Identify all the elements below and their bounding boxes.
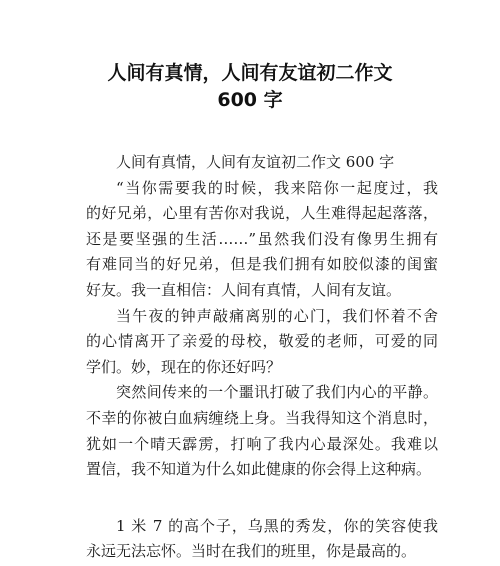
paragraph-line: 置信，我不知道为什么如此健康的你会得上这种病。 bbox=[86, 460, 432, 479]
title-line-1: 人间有真情，人间有友谊初二作文 bbox=[107, 62, 393, 84]
paragraph-line: 的好兄弟，心里有苦你对我说，人生难得起起落落， bbox=[86, 204, 438, 223]
paragraph-line: 学们。妙，现在的你还好吗？ bbox=[86, 357, 282, 376]
paragraph-line: 不幸的你被白血病缠绕上身。当我得知这个消息时， bbox=[86, 408, 438, 427]
paragraph-line: 的心情离开了亲爱的母校，敬爱的老师，可爱的同 bbox=[86, 332, 438, 351]
paragraph-line: 当午夜的钟声敲痛离别的心门，我们怀着不舍 bbox=[116, 306, 438, 325]
subtitle-line: 人间有真情，人间有友谊初二作文 600 字 bbox=[116, 153, 395, 171]
document-title bbox=[0, 60, 500, 114]
paragraph-line: 还是要坚强的生活……”虽然我们没有像男生拥有 bbox=[86, 229, 438, 248]
paragraph-line: 突然间传来的一个噩讯打破了我们内心的平静。 bbox=[116, 383, 438, 402]
paragraph-line: 永远无法忘怀。当时在我们的班里，你是最高的。 bbox=[86, 542, 417, 561]
paragraph-line: 好友。我一直相信：人间有真情，人间有友谊。 bbox=[86, 280, 402, 299]
paragraph-line: “当你需要我的时候，我来陪你一起度过，我 bbox=[116, 178, 438, 197]
document-body bbox=[86, 150, 438, 565]
title-line-2: 600 字 bbox=[217, 89, 283, 111]
paragraph-line: 有难同当的好兄弟，但是我们拥有如胶似漆的闺蜜 bbox=[86, 255, 438, 274]
paragraph-line: 犹如一个晴天霹雳，打响了我内心最深处。我难以 bbox=[86, 434, 438, 453]
paragraph-gap bbox=[86, 483, 438, 514]
paragraph-line: 1 米 7 的高个子，乌黑的秀发，你的笑容使我 bbox=[116, 516, 438, 535]
